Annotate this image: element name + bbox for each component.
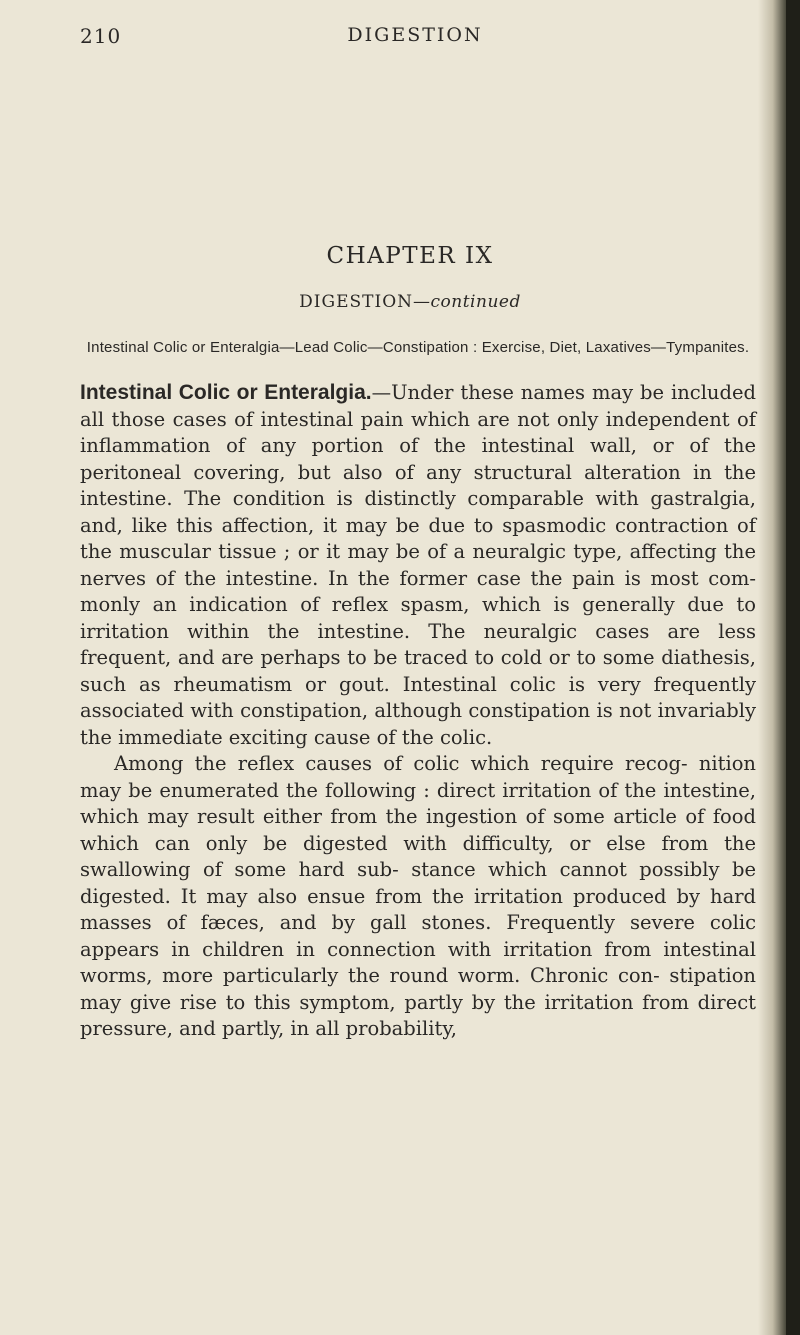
chapter-subtitle-main: DIGESTION	[299, 292, 414, 312]
paragraph-1-text: —Under these names may be included all those cases of intestinal pain which are not only independent of inflammation of any portion of the intestinal wall, or of the peritoneal covering, but also of any structural alteration in the intestine. The condition is distinctly comparable with gastralgia, and, like this affection, it may be due to spasmodic contraction of the muscular tissue ; or it may be of a neuralgic type, affecting the nerves of the intestine. In the former case the pain is most com- monly an indication of reflex spasm, which is generally due to irritation within the intestine. The neuralgic cases are less frequent, and are perhaps to be traced to cold or to some diathesis, such as rheumatism or gout. Intestinal colic is very frequently associated with constipation, although constipation is not invariably the immediate exciting cause of the colic.	[80, 381, 756, 749]
running-head: DIGESTION	[347, 24, 483, 46]
chapter-subtitle-continued: —continued	[413, 292, 521, 312]
section-heading: Intestinal Colic or Enteralgia.	[80, 381, 372, 404]
paragraph-2: Among the reflex causes of colic which require recog- nition may be enumerated the following : direct irritation of the intestine, which may result either from the ingestion of some article of food which can only be digested with difficulty, or else from the swallowing of some hard sub- stance which cannot possibly be digested. It may also ensue from the irritation produced by hard masses of fæces, and by gall stones. Frequently severe colic appears in children in connection with irritation from intestinal worms, more particularly the round worm. Chronic con- stipation may give rise to this symptom, partly by the irritation from direct pressure, and partly, in all probability,	[80, 752, 756, 1040]
chapter-subtitle	[0, 292, 800, 312]
chapter-synopsis: Intestinal Colic or Enteralgia—Lead Colic—Constipation : Exercise, Diet, Laxatives—Tympanites.	[86, 339, 750, 356]
page-edge-strip	[786, 0, 800, 1335]
page-number: 210	[80, 24, 122, 48]
body-text	[80, 380, 756, 1043]
chapter-title: CHAPTER IX	[326, 243, 494, 269]
paragraph-1	[80, 380, 756, 751]
